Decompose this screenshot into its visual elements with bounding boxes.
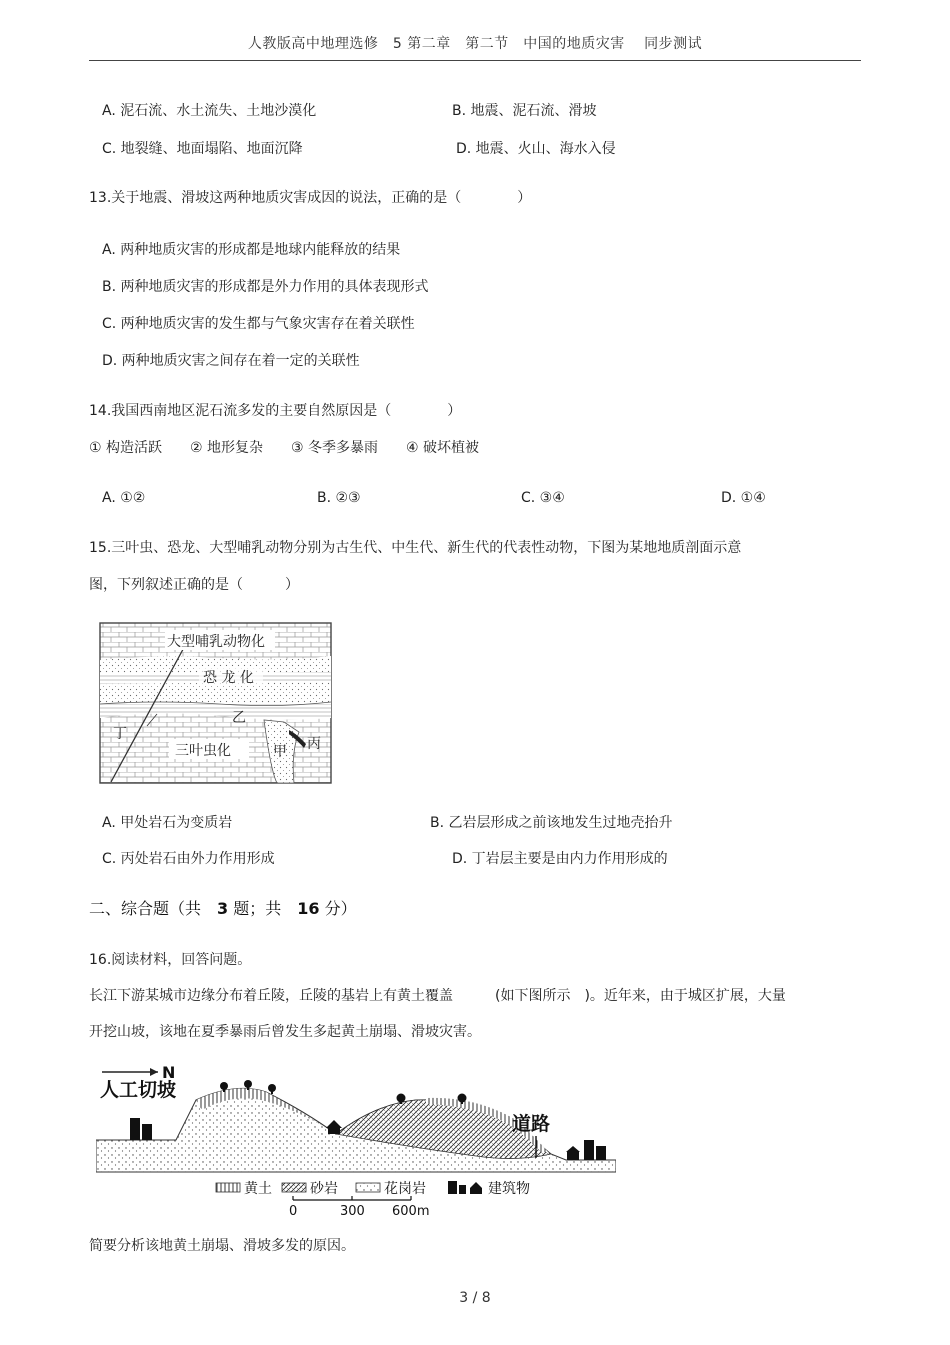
legend-sandstone-swatch [282,1183,306,1192]
q16-question: 简要分析该地黄土崩塌、滑坡多发的原因。 [89,1238,355,1254]
geologic-profile-figure [99,622,333,784]
q13-option-d: D. 两种地质灾害之间存在着一定的关联性 [102,353,360,369]
q12-option-c: C. 地裂缝、地面塌陷、地面沉降 [102,141,303,157]
q12-option-b: B. 地震、泥石流、滑坡 [452,103,597,119]
label-cut-slope: 人工切坡 [100,1079,177,1101]
section-2-heading [89,901,357,917]
label-jia: 甲 [273,744,287,760]
q15-option-b: B. 乙岩层形成之前该地发生过地壳抬升 [430,815,673,831]
q16-material-line2: 开挖山坡，该地在夏季暴雨后曾发生多起黄土崩塌、滑坡灾害。 [89,1024,481,1040]
legend-loess: 黄土 [244,1181,272,1197]
label-yi: 乙 [232,710,246,726]
q15-option-d: D. 丁岩层主要是由内力作用形成的 [452,851,668,867]
q14-option-a: A. ①② [102,490,146,506]
legend-sandstone: 砂岩 [310,1181,338,1197]
header-divider [89,60,861,61]
q16-stem: 16.阅读材料，回答问题。 [89,952,252,968]
q15-option-c: C. 丙处岩石由外力作用形成 [102,851,275,867]
q12-option-d: D. 地震、火山、海水入侵 [456,141,616,157]
section-2-count: 3 [217,899,229,918]
q14-option-d: D. ①④ [721,490,766,506]
label-mammal-fossil: 大型哺乳动物化 [167,634,265,650]
legend-loess-swatch [216,1183,240,1192]
q12-option-a: A. 泥石流、水土流失、土地沙漠化 [102,103,317,119]
label-ding: 丁 [113,726,127,742]
q15-stem-line2: 图，下列叙述正确的是（ ） [89,577,299,593]
north-label: N [162,1063,176,1082]
q14-option-b: B. ②③ [317,490,361,506]
page-number: 3 / 8 [459,1290,491,1306]
label-road: 道路 [512,1113,551,1135]
label-dinosaur-fossil: 恐 龙 化 [203,670,254,686]
q15-stem-line1: 15.三叶虫、恐龙、大型哺乳动物分别为古生代、中生代、新生代的代表性动物，下图为某地地质剖面示意 [89,540,742,556]
section-2-suffix: 分） [319,899,357,918]
q14-option-c: C. ③④ [521,490,565,506]
section-2-score: 16 [297,899,320,918]
q16-material-line1: 长江下游某城市边缘分布着丘陵，丘陵的基岩上有黄土覆盖 (如下图所示 )。近年来，由于城区扩展，大量 [89,988,786,1004]
page-header: 人教版高中地理选修 5 第二章 第二节 中国的地质灾害 同步测试 [247,36,703,52]
legend-building: 建筑物 [488,1181,530,1197]
label-bing: 丙 [307,736,321,752]
section-2-prefix: 二、综合题（共 [89,899,218,918]
q13-option-a: A. 两种地质灾害的形成都是地球内能释放的结果 [102,242,401,258]
scale-0: 0 [289,1204,298,1219]
q14-items: ① 构造活跃 ② 地形复杂 ③ 冬季多暴雨 ④ 破坏植被 [89,440,480,456]
label-trilobite-fossil: 三叶虫化 [175,743,231,759]
section-2-mid: 题；共 [228,899,298,918]
q13-option-c: C. 两种地质灾害的发生都与气象灾害存在着关联性 [102,316,415,332]
scale-600m: 600m [392,1204,430,1219]
legend-granite-swatch [356,1183,380,1192]
q14-stem: 14.我国西南地区泥石流多发的主要自然原因是（ ） [89,403,462,419]
q13-stem: 13.关于地震、滑坡这两种地质灾害成因的说法，正确的是（ ） [89,190,532,206]
q13-option-b: B. 两种地质灾害的形成都是外力作用的具体表现形式 [102,279,429,295]
hill-cross-section-figure [96,1062,616,1220]
q15-option-a: A. 甲处岩石为变质岩 [102,815,233,831]
legend-granite: 花岗岩 [384,1181,426,1197]
scale-300: 300 [340,1204,365,1219]
